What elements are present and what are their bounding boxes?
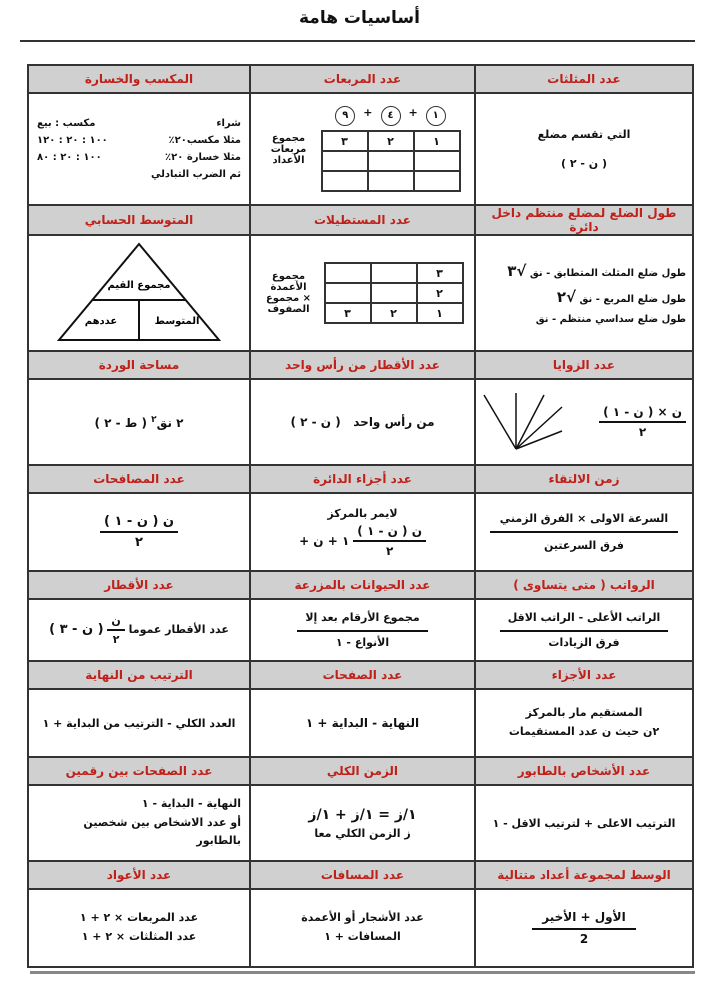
table-cell: ٢ [371,303,417,323]
formula-grid [27,64,694,968]
circle-parts-cell [250,493,475,571]
bottom-divider [30,971,695,974]
cell-title: عدد المصافحات [28,465,250,493]
row-label: مثلا مكسب٢٠٪ [168,135,241,146]
table-cell: ٣ [322,131,368,151]
cell-title: عدد الأشخاص بالطابور [475,757,693,785]
plus-sign: + [408,106,418,119]
table-cell [368,151,414,171]
fraction-denominator: فرق الزيادات [548,636,620,649]
cell-title: الزمن الكلي [250,757,475,785]
cell-title: عدد المسافات [250,861,475,889]
circle-value: ٩ [335,106,355,126]
cell-text: النهاية - البداية - ١ [141,796,241,810]
cell-text: طول ضلع المثلث المتطابق - نق [529,267,686,279]
polygon-side-cell [475,235,693,351]
cell-title: عدد الزوايا [475,351,693,379]
fraction-numerator: الأول + الأخير [532,910,635,930]
cell-title: الوسط لمجموعة أعداد متتالية [475,861,693,889]
triangles-cell [475,93,693,205]
formula-fraction [500,611,669,649]
cell-title: عدد الصفحات [250,661,475,689]
circle-value: ٤ [381,106,401,126]
cell-text: المسافات + ١ [324,930,401,943]
fraction-numerator: مجموع الأرقام بعد إلا [297,611,427,632]
salaries-cell [475,599,693,661]
table-cell: ٣ [417,263,463,283]
formula-fraction [532,910,635,946]
table-cell [368,171,414,191]
formula-fraction [353,524,426,558]
cell-title: زمن الالتقاء [475,465,693,493]
sticks-cell [28,889,250,967]
meeting-time-cell [475,493,693,571]
fraction-numerator: ن ( ن - ١ ) [100,514,178,533]
cell-title: عدد الأجزاء [475,661,693,689]
fraction-numerator: ن [107,614,124,631]
handshakes-cell [28,493,250,571]
fraction-denominator: ٢ [112,633,120,646]
fraction-numerator: الراتب الأعلى - الراتب الاقل [500,611,669,632]
table-cell: ٣ [325,303,371,323]
table-cell: ٢ [417,283,463,303]
cell-title: عدد الأقطار من رأس واحد [250,351,475,379]
fraction-numerator: ن ( ن - ١ ) [353,524,426,542]
total-time-cell [250,785,475,861]
fraction-denominator: الأنواع - ١ [335,636,390,649]
cell-formula: ( ط - ٢ ) [94,415,147,430]
cell-title: طول الضلع لمضلع منتظم داخل دائرة [475,205,693,235]
cell-title: عدد المربعات [250,65,475,93]
table-cell [322,171,368,191]
cell-text: لايمر بالمركز [327,506,398,520]
diagonals-cell [28,599,250,661]
cell-title: عدد أجزاء الدائرة [250,465,475,493]
pages-cell [250,689,475,757]
cell-text: المستقيم مار بالمركز [525,706,643,720]
table-cell [322,151,368,171]
fraction-denominator: ٢ [638,425,647,439]
distances-cell [250,889,475,967]
cell-formula: العدد الكلي - الترتيب من البداية + ١ [42,716,236,730]
formula-fraction [490,512,678,552]
formula-fraction [107,614,124,646]
fraction-denominator: 2 [579,932,589,946]
table-cell [371,283,417,303]
cell-text: عدد الأقطار عموما [128,623,229,636]
profit-loss-cell [28,93,250,205]
cell-label: مجموع مربعات الأعداد [270,132,307,166]
cell-text: عدد الأشجار أو الأعمدة [301,911,424,925]
cell-text: أو عدد الاشخاص بين شخصين بالطابور [83,815,241,848]
table-cell [325,263,371,283]
angles-cell [475,379,693,465]
cell-title: مساحة الوردة [28,351,250,379]
rectangles-table [324,262,464,324]
cell-text: عدد المثلثات × ٢ + ١ [81,930,197,943]
cell-title: الترتيب من النهاية [28,661,250,689]
col-header: مكسب : بيع [37,118,96,129]
circle-value: ١ [426,106,446,126]
table-cell: ١ [417,303,463,323]
cell-title: عدد الصفحات بين رقمين [28,757,250,785]
pages-between-cell [28,785,250,861]
table-cell [414,151,460,171]
queue-people-cell [475,785,693,861]
col-header: شراء [216,118,241,129]
parts-cell [475,689,693,757]
rose-area-cell [28,379,250,465]
table-cell: ١ [414,131,460,151]
squares-cell [250,93,475,205]
cell-title: عدد المثلثات [475,65,693,93]
fraction-denominator: ٢ [135,535,143,550]
root-value: √٣ [507,261,527,280]
cell-title: عدد الحيوانات بالمزرعة [250,571,475,599]
triangle-left-label: عددهم [84,315,118,327]
triangle-right-label: المتوسط [154,315,200,327]
formula-fraction [599,405,686,439]
fraction-numerator: السرعة الاولى × الفرق الزمني [490,512,678,533]
mean-triangle [55,240,223,344]
consecutive-mean-cell [475,889,693,967]
row-label: مثلا خسارة ٢٠٪ [165,152,241,163]
cell-text: التي تقسم مضلع [537,128,631,141]
cell-formula: النهاية - البداية + ١ [305,716,420,730]
row-values: ١٠٠ : ٢٠ : ٨٠ [37,152,102,163]
row-values: ١٠٠ : ٢٠ : ١٢٠ [37,135,108,146]
cell-title: عدد الأعواد [28,861,250,889]
title-divider [20,40,695,42]
angle-rays-diagram [482,391,564,453]
cell-text: طول ضلع المربع - نق [579,293,686,305]
page-title: أساسيات هامة [299,8,420,28]
table-cell [371,263,417,283]
cell-title: المكسب والخسارة [28,65,250,93]
table-cell [414,171,460,191]
fraction-denominator: فرق السرعتين [543,539,625,552]
cell-text: طول ضلع سداسي منتظم - نق [535,313,686,325]
table-cell: ٢ [368,131,414,151]
cell-text: عدد المربعات × ٢ + ١ [79,911,199,925]
order-from-end-cell [28,689,250,757]
cell-title: عدد الأقطار [28,571,250,599]
cell-title: عدد المستطيلات [250,205,475,235]
formula-fraction [100,514,178,550]
cell-formula: الترتيب الاعلى + لترتيب الاقل - ١ [492,816,676,830]
cell-text: ز الزمن الكلي معا [314,826,411,840]
fraction-numerator: ن × ( ن - ١ ) [599,405,686,423]
cell-formula: ١/ز = ١/ز + ١/ز [308,806,417,823]
fraction-denominator: ٢ [385,543,394,558]
cell-text: ٢ نق [156,415,184,430]
exponent: ٢ [151,414,157,425]
cell-formula: ( ن - ٢ ) [290,415,341,429]
formula-fraction [297,611,427,649]
cell-formula: ١ + ن + [299,533,350,548]
cell-formula: ( ن - ٢ ) [560,157,608,170]
cell-text: من رأس واحد [353,415,435,429]
cell-text: ٢ن حيث ن عدد المستقيمات [508,725,660,738]
table-cell [325,283,371,303]
plus-sign: + [363,106,373,119]
cell-title: المتوسط الحسابي [28,205,250,235]
cell-label: مجموع الأعمدة [270,271,307,293]
rectangles-cell [250,235,475,351]
cell-title: الرواتب ( متى يتساوى ) [475,571,693,599]
mean-cell [28,235,250,351]
farm-animals-cell [250,599,475,661]
triangle-top-label: مجموع القيم [107,279,171,291]
root-value: √٢ [556,287,577,306]
cell-formula: ( ن - ٣ ) [49,622,104,637]
cell-label: × مجموع الصفوف [265,293,312,315]
diagonals-vertex-cell [250,379,475,465]
squares-table [321,130,461,192]
row-label: ثم الضرب التبادلي [151,169,241,180]
